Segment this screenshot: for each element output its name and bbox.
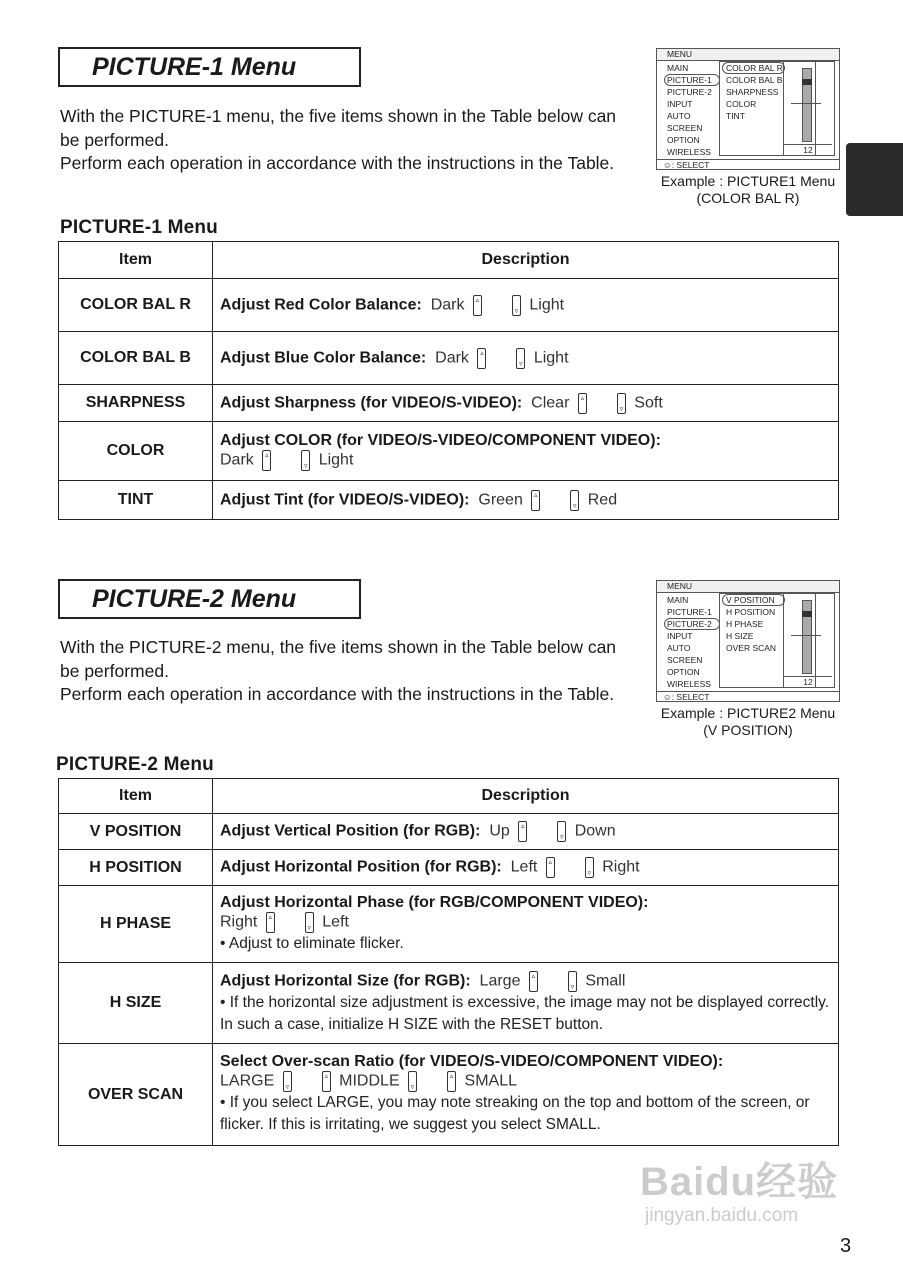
up-arrow-icon — [578, 393, 587, 414]
osd-item: WIRELESS — [667, 679, 711, 689]
chapter-tab — [846, 143, 903, 216]
down-arrow-icon — [305, 912, 314, 933]
down-arrow-icon — [408, 1071, 417, 1092]
desc-label: Adjust Vertical Position (for RGB): — [220, 822, 481, 840]
table-row — [59, 1044, 839, 1146]
range-to: Red — [587, 491, 618, 509]
osd-item: AUTO — [667, 111, 691, 121]
col-item: Item — [59, 242, 213, 279]
col-description: Description — [213, 242, 839, 279]
osd-item: AUTO — [667, 643, 691, 653]
row-item: H POSITION — [59, 850, 213, 886]
table-row — [59, 850, 839, 886]
osd-slider — [783, 593, 835, 688]
row-item: TINT — [59, 481, 213, 520]
up-arrow-icon — [266, 912, 275, 933]
osd-title: MENU — [657, 49, 839, 61]
table2-heading: PICTURE-2 Menu — [56, 754, 214, 775]
range-to: Light — [533, 349, 569, 367]
range-from: Dark — [220, 451, 254, 469]
picture2-table — [58, 778, 839, 1146]
row-note: • If you select LARGE, you may note streaking on the top and bottom of the screen, or flicker. If this is irritating, we suggest you select SMALL. — [220, 1094, 810, 1133]
osd-item-selected: PICTURE-2 — [664, 618, 720, 630]
range-from: Right — [220, 913, 258, 931]
table-row — [59, 886, 839, 963]
up-arrow-icon — [447, 1071, 456, 1092]
range-to: Small — [585, 972, 626, 990]
down-arrow-icon — [557, 821, 566, 842]
range-from: Dark — [430, 296, 465, 314]
range-from: Clear — [531, 394, 570, 412]
col-description: Description — [213, 779, 839, 814]
desc-label: Adjust Sharpness (for VIDEO/S-VIDEO): — [220, 394, 523, 412]
osd-sub-item: COLOR — [726, 99, 757, 109]
down-arrow-icon — [617, 393, 626, 414]
down-arrow-icon — [570, 490, 579, 511]
up-arrow-icon — [529, 971, 538, 992]
osd-left-list — [667, 594, 727, 690]
down-arrow-icon — [516, 348, 525, 369]
table-row — [59, 963, 839, 1044]
select-icon: ☺ — [663, 692, 672, 702]
select-icon: ☺ — [663, 160, 672, 170]
osd-sub-item: COLOR BAL B — [726, 75, 783, 85]
down-arrow-icon — [301, 450, 310, 471]
row-item: H PHASE — [59, 886, 213, 963]
slider-center-line — [791, 103, 821, 104]
watermark-logo: Baidu经验 — [640, 1160, 839, 1204]
down-arrow-icon — [512, 295, 521, 316]
up-arrow-icon — [477, 348, 486, 369]
osd-sub-item: SHARPNESS — [726, 87, 779, 97]
col-item: Item — [59, 779, 213, 814]
slider-track — [802, 68, 812, 142]
table-row — [59, 422, 839, 481]
up-arrow-icon — [262, 450, 271, 471]
option-small: SMALL — [464, 1072, 517, 1090]
osd-sub-item: H PHASE — [726, 619, 764, 629]
osd-item-selected: PICTURE-1 — [664, 74, 720, 86]
osd-item: WIRELESS — [667, 147, 711, 157]
osd-item: MAIN — [667, 63, 689, 73]
osd-sub-item: H POSITION — [726, 607, 776, 617]
row-description — [213, 422, 839, 481]
osd-item: PICTURE-2 — [667, 87, 712, 97]
row-item: V POSITION — [59, 814, 213, 850]
intro-para-1: With the PICTURE-2 menu, the five items shown in the Table below can be performed. — [60, 637, 617, 681]
osd-item: PICTURE-1 — [667, 607, 712, 617]
slider-knob — [802, 611, 812, 617]
osd-footer — [657, 159, 839, 169]
up-arrow-icon — [322, 1071, 331, 1092]
caption-line: Example : PICTURE1 Menu — [660, 173, 836, 189]
desc-label: Adjust Tint (for VIDEO/S-VIDEO): — [220, 491, 470, 509]
row-item: COLOR — [59, 422, 213, 481]
page-number: 3 — [840, 1235, 852, 1257]
row-item: H SIZE — [59, 963, 213, 1044]
table-row — [59, 279, 839, 332]
up-arrow-icon — [531, 490, 540, 511]
desc-label: Adjust COLOR (for VIDEO/S-VIDEO/COMPONENT VIDEO): — [220, 431, 661, 449]
row-description — [213, 850, 839, 886]
section2-intro — [60, 636, 630, 707]
osd-item: OPTION — [667, 135, 700, 145]
range-to: Down — [574, 822, 616, 840]
option-middle: MIDDLE — [339, 1072, 400, 1090]
table1-heading: PICTURE-1 Menu — [60, 217, 218, 238]
osd-footer-text: : SELECT — [671, 160, 710, 170]
desc-label: Adjust Blue Color Balance: — [220, 349, 427, 367]
osd-item: OPTION — [667, 667, 700, 677]
option-large: LARGE — [220, 1072, 275, 1090]
section1-title: PICTURE-1 Menu — [58, 47, 361, 87]
osd-sub-selected: COLOR BAL R — [722, 62, 785, 74]
desc-label: Select Over-scan Ratio (for VIDEO/S-VIDEO/COMPONENT VIDEO): — [220, 1053, 724, 1070]
range-from: Left — [510, 858, 538, 876]
range-to: Soft — [634, 394, 663, 412]
down-arrow-icon — [283, 1071, 292, 1092]
row-item: SHARPNESS — [59, 385, 213, 422]
osd-sub-item: H SIZE — [726, 631, 754, 641]
osd-sub-selected: V POSITION — [722, 594, 785, 606]
row-description — [213, 332, 839, 385]
desc-label: Adjust Horizontal Position (for RGB): — [220, 858, 502, 876]
range-from: Large — [479, 972, 521, 990]
up-arrow-icon — [546, 857, 555, 878]
intro-para-2: Perform each operation in accordance with the instructions in the Table. — [60, 153, 615, 173]
osd-footer — [657, 691, 839, 701]
desc-label: Adjust Horizontal Size (for RGB): — [220, 972, 471, 990]
range-to: Light — [318, 451, 354, 469]
range-from: Green — [478, 491, 523, 509]
range-to: Right — [602, 858, 640, 876]
osd-item: INPUT — [667, 99, 693, 109]
caption-line: Example : PICTURE2 Menu — [660, 705, 836, 721]
osd-footer-text: : SELECT — [671, 692, 710, 702]
osd-caption-1 — [653, 173, 843, 207]
osd-item: SCREEN — [667, 655, 703, 665]
slider-center-line — [791, 635, 821, 636]
range-to: Light — [529, 296, 565, 314]
row-item: COLOR BAL R — [59, 279, 213, 332]
row-note: • If the horizontal size adjustment is excessive, the image may not be displayed correctly. In such a case, initialize H SIZE with the RESET button. — [220, 993, 830, 1033]
table-row — [59, 385, 839, 422]
caption-line: (COLOR BAL R) — [696, 190, 800, 206]
slider-knob — [802, 79, 812, 85]
intro-para-1: With the PICTURE-1 menu, the five items shown in the Table below can be performed. — [60, 106, 617, 150]
row-description — [213, 814, 839, 850]
slider-track — [802, 600, 812, 674]
row-description — [213, 963, 839, 1044]
table-row — [59, 814, 839, 850]
osd-item: MAIN — [667, 595, 689, 605]
row-note: • Adjust to eliminate flicker. — [220, 934, 404, 952]
watermark-url: jingyan.baidu.com — [645, 1205, 799, 1226]
table-row — [59, 332, 839, 385]
row-item: OVER SCAN — [59, 1044, 213, 1146]
up-arrow-icon — [518, 821, 527, 842]
intro-para-2: Perform each operation in accordance with the instructions in the Table. — [60, 684, 615, 704]
slider-value: 12 — [784, 144, 832, 155]
section2-title: PICTURE-2 Menu — [58, 579, 361, 619]
range-to: Left — [322, 913, 349, 931]
osd-caption-2 — [653, 705, 843, 739]
desc-label: Adjust Red Color Balance: — [220, 296, 422, 314]
osd-sub-item: OVER SCAN — [726, 643, 777, 653]
row-description — [213, 385, 839, 422]
down-arrow-icon — [585, 857, 594, 878]
slider-value: 12 — [784, 676, 832, 687]
range-from: Dark — [435, 349, 469, 367]
row-description — [213, 481, 839, 520]
row-description — [213, 886, 839, 963]
row-description — [213, 1044, 839, 1146]
osd-item: SCREEN — [667, 123, 703, 133]
osd-item: INPUT — [667, 631, 693, 641]
osd-menu-example-1 — [656, 48, 840, 170]
osd-menu-example-2 — [656, 580, 840, 702]
osd-left-list — [667, 62, 727, 158]
section1-intro — [60, 105, 630, 176]
osd-slider — [783, 61, 835, 156]
down-arrow-icon — [568, 971, 577, 992]
row-description — [213, 279, 839, 332]
picture1-table — [58, 241, 839, 520]
osd-title: MENU — [657, 581, 839, 593]
range-from: Up — [489, 822, 510, 840]
osd-sub-item: TINT — [726, 111, 745, 121]
up-arrow-icon — [473, 295, 482, 316]
table-row — [59, 481, 839, 520]
caption-line: (V POSITION) — [703, 722, 793, 738]
desc-label: Adjust Horizontal Phase (for RGB/COMPONENT VIDEO): — [220, 893, 649, 911]
row-item: COLOR BAL B — [59, 332, 213, 385]
